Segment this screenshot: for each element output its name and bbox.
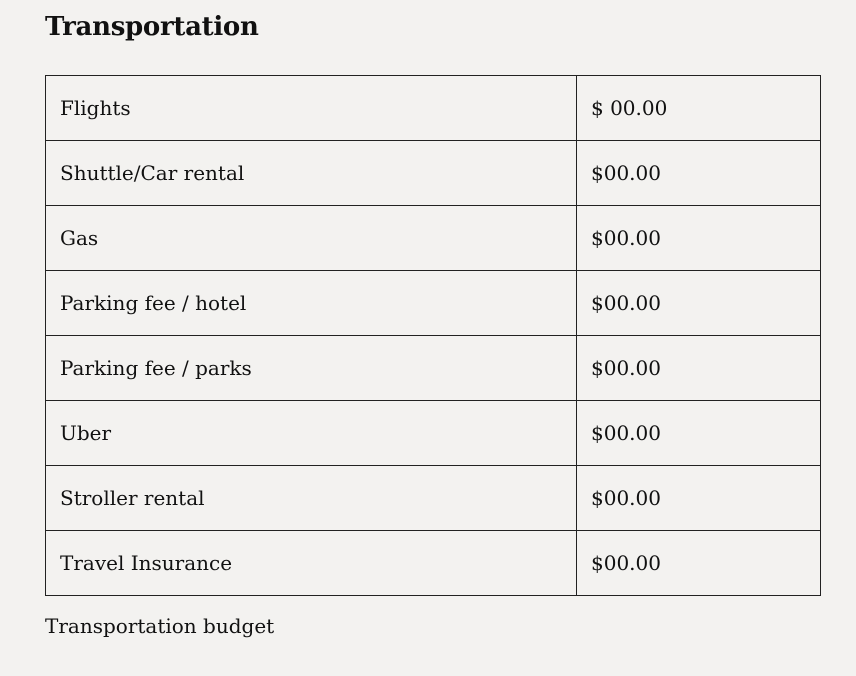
item-amount: $00.00	[577, 336, 821, 401]
item-label: Stroller rental	[46, 466, 577, 531]
item-amount: $00.00	[577, 271, 821, 336]
table-row	[46, 401, 821, 466]
item-label: Parking fee / parks	[46, 336, 577, 401]
item-label: Travel Insurance	[46, 531, 577, 596]
table-row	[46, 531, 821, 596]
table-caption: Transportation budget	[45, 614, 275, 638]
item-amount: $00.00	[577, 141, 821, 206]
transportation-budget-table	[45, 75, 821, 596]
table-row	[46, 76, 821, 141]
item-label: Parking fee / hotel	[46, 271, 577, 336]
table-row	[46, 271, 821, 336]
table-row	[46, 141, 821, 206]
table-row	[46, 336, 821, 401]
table-row	[46, 466, 821, 531]
item-label: Shuttle/Car rental	[46, 141, 577, 206]
item-label: Uber	[46, 401, 577, 466]
item-amount: $00.00	[577, 466, 821, 531]
item-label: Gas	[46, 206, 577, 271]
table-row	[46, 206, 821, 271]
item-amount: $00.00	[577, 531, 821, 596]
item-amount: $ 00.00	[577, 76, 821, 141]
item-amount: $00.00	[577, 401, 821, 466]
item-label: Flights	[46, 76, 577, 141]
section-heading: Transportation	[45, 12, 259, 42]
item-amount: $00.00	[577, 206, 821, 271]
